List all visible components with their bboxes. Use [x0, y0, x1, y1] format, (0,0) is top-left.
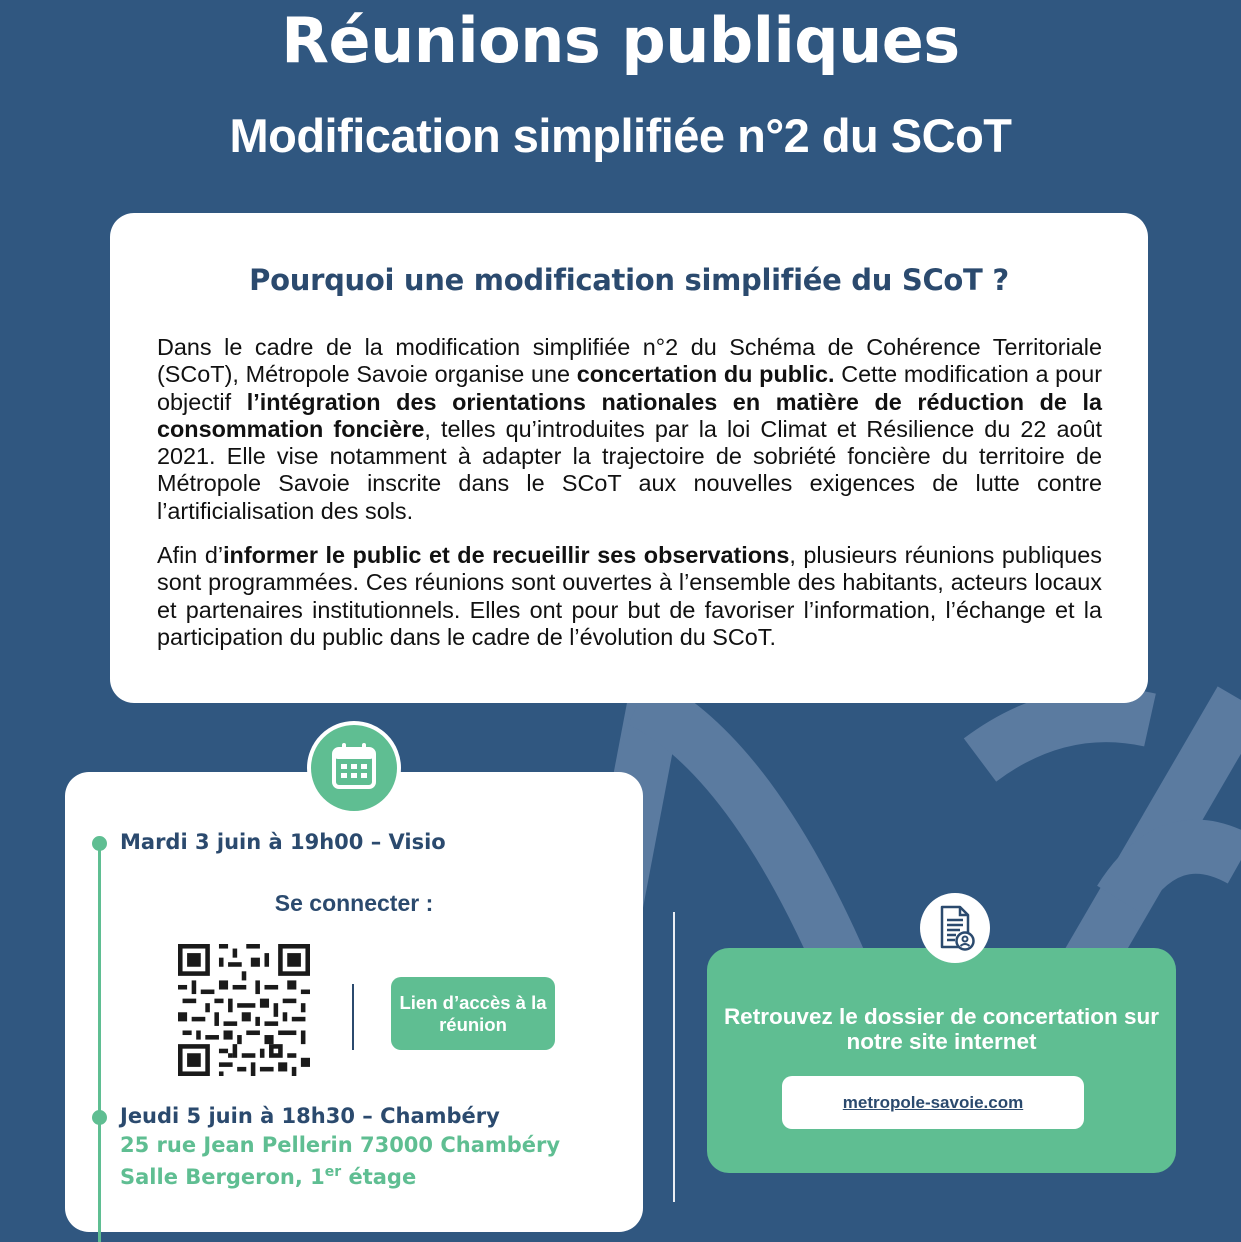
calendar-icon — [307, 721, 401, 815]
room-text: Salle Bergeron, 1 — [120, 1165, 325, 1189]
text-emphasis: l’intégration des orientations nationales en matière de réduction de la consommation foncière — [157, 388, 1102, 442]
document-user-icon — [920, 893, 990, 963]
text-run: Cette modification a pour objectif — [157, 361, 1102, 415]
meeting-chambery-title: Jeudi 5 juin à 18h30 – Chambéry — [120, 1104, 500, 1128]
meeting-chambery-room — [120, 1158, 416, 1191]
website-link[interactable]: metropole-savoie.com — [782, 1076, 1084, 1129]
intro-paragraph-2 — [157, 542, 1102, 651]
meeting-chambery-address: 25 rue Jean Pellerin 73000 Chambéry — [120, 1133, 561, 1157]
intro-card — [110, 213, 1148, 703]
page-title: Réunions publiques — [281, 4, 960, 77]
page-subtitle: Modification simplifiée n°2 du SCoT — [229, 109, 1012, 162]
qr-code[interactable] — [178, 944, 310, 1076]
room-end: étage — [341, 1165, 417, 1189]
text-emphasis: concertation du public. — [576, 361, 835, 388]
meetings-card — [65, 772, 643, 1232]
text-run: Afin d’ — [157, 542, 224, 569]
meeting-link-button[interactable]: Lien d’accès à la réunion — [391, 977, 555, 1050]
timeline-dot — [92, 836, 107, 851]
room-sup: er — [324, 1164, 342, 1180]
text-emphasis: informer le public et de recueillir ses observations — [223, 542, 790, 569]
meeting-visio-title: Mardi 3 juin à 19h00 – Visio — [120, 830, 446, 854]
column-divider — [673, 912, 675, 1202]
intro-heading: Pourquoi une modification simplifiée du SCoT ? — [249, 263, 1009, 297]
timeline-dot — [92, 1110, 107, 1125]
dossier-text: Retrouvez le dossier de concertation sur notre site internet — [723, 1004, 1160, 1054]
text-run: , plusieurs réunions publiques sont programmées. Ces réunions sont ouvertes à l’ensemble des habitants, acteurs locaux et partenaires institutionnels. Elles ont pour but de favoriser l’information, l’échange et la participation du public dans le cadre de l’évolution du SCoT. — [157, 542, 1102, 650]
qr-separator — [352, 984, 354, 1050]
dossier-card — [707, 948, 1176, 1173]
connect-label: Se connecter : — [274, 890, 434, 916]
intro-paragraph-1 — [157, 334, 1102, 525]
text-run: Dans le cadre de la modification simplifiée n°2 du Schéma de Cohérence Territoriale (SCoT), Métropole Savoie organise une — [157, 334, 1102, 388]
intro-body — [157, 334, 1102, 668]
text-run: , telles qu’introduites par la loi Climat et Résilience du 22 août 2021. Elle vise notamment à adapter la trajectoire de sobriété foncière du territoire de Métropole Savoie inscrite dans le SCoT aux nouvelles exigences de lutte contre l’artificialisation des sols. — [157, 415, 1102, 524]
